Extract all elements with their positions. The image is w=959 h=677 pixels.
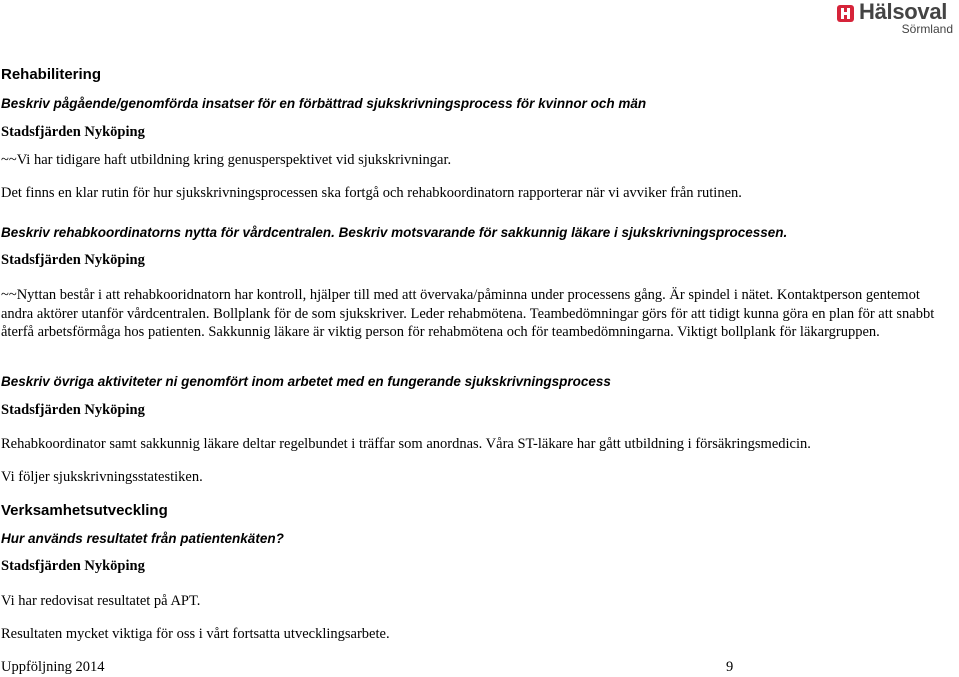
answer-3-para-2: Vi följer sjukskrivningsstatestiken.: [1, 469, 203, 485]
answer-3-para-1: Rehabkoordinator samt sakkunnig läkare deltar regelbundet i träffar som anordnas. Våra ST-läkare har gått utbildning i försäkringsmedicin.: [1, 436, 811, 452]
footer-title: Uppföljning 2014: [1, 659, 105, 675]
answer-2-para: ~~Nyttan består i att rehabkooridnatorn har kontroll, hjälper till med att övervaka/påminna under processens gång. Är spindel i nätet. Kontaktperson gentemot andra aktörer utanför vårdcentralen. Bollplank för de som sjukskriver. Leder rehabmötena. Teambedömningar görs för att tidigt kunna göra en plan för att snabbt återfå arbetsförmåga hos patienten. Sakkunnig läkare är viktig person för rehabmötena och för teambedömningarna. Viktigt bollplank för läkargruppen.: [1, 287, 935, 340]
section-title-verksamhetsutveckling: Verksamhetsutveckling: [1, 502, 168, 519]
question-3: Beskriv övriga aktiviteter ni genomfört inom arbetet med en fungerande sjukskrivningsprocess: [1, 374, 611, 389]
answer-4-para-2: Resultaten mycket viktiga för oss i vårt fortsatta utvecklingsarbete.: [1, 626, 390, 642]
page-number: 9: [726, 659, 734, 675]
answer-4-para-1: Vi har redovisat resultatet på APT.: [1, 593, 201, 609]
question-4: Hur används resultatet från patientenkäten?: [1, 531, 284, 546]
halsoval-cross-icon: [837, 5, 854, 22]
unit-name-1: Stadsfjärden Nyköping: [1, 124, 145, 140]
section-title-rehabilitering: Rehabilitering: [1, 66, 102, 83]
unit-name-2: Stadsfjärden Nyköping: [1, 252, 145, 268]
question-1: Beskriv pågående/genomförda insatser för en förbättrad sjukskrivningsprocess för kvinnor och män: [1, 96, 647, 111]
unit-name-3: Stadsfjärden Nyköping: [1, 402, 145, 418]
logo-region: Sörmland: [901, 22, 953, 36]
question-2: Beskriv rehabkoordinatorns nytta för vårdcentralen. Beskriv motsvarande för sakkunnig läkare i sjukskrivningsprocessen.: [1, 225, 788, 240]
logo-name: Hälsoval: [859, 0, 948, 24]
answer-1-para-1: ~~Vi har tidigare haft utbildning kring genusperspektivet vid sjukskrivningar.: [1, 152, 452, 168]
halsoval-logo: [837, 2, 955, 36]
answer-1-para-2: Det finns en klar rutin för hur sjukskrivningsprocessen ska fortgå och rehabkoordinatorn rapporterar när vi avviker från rutinen.: [1, 185, 742, 201]
unit-name-4: Stadsfjärden Nyköping: [1, 558, 145, 574]
